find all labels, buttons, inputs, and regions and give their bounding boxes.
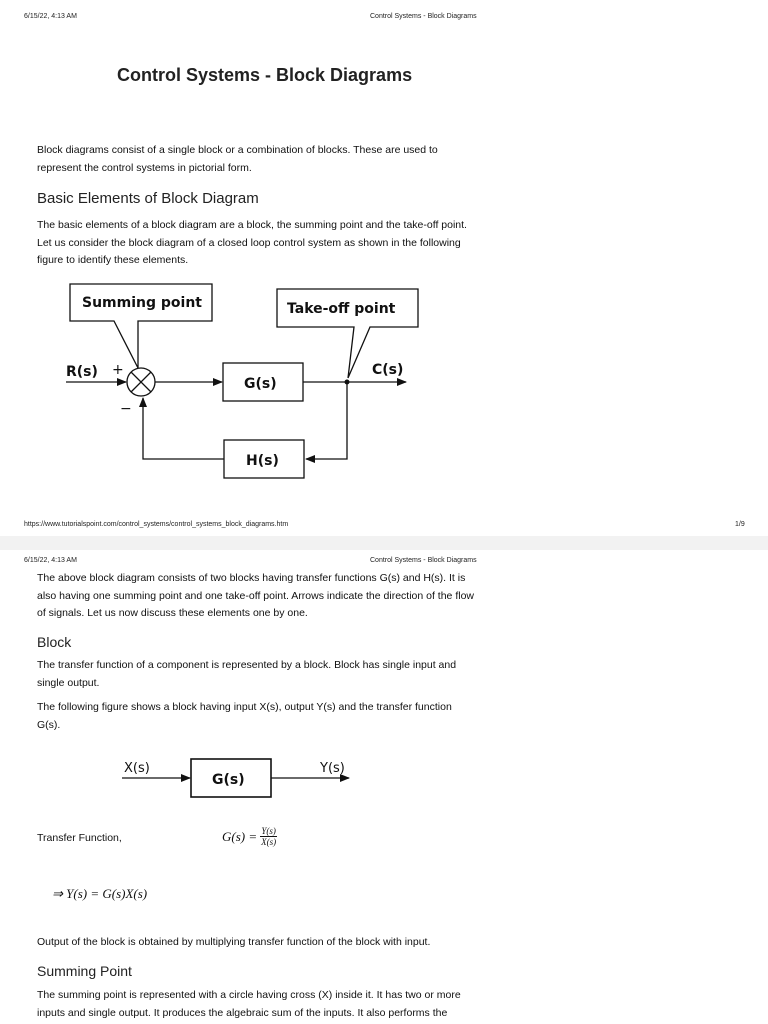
forward-block-label: G(s)	[244, 376, 277, 392]
page-footer-url[interactable]: https://www.tutorialspoint.com/control_systems/control_systems_block_diagrams.htm	[24, 521, 289, 528]
paragraph-line: G(s).	[37, 718, 61, 731]
section-heading-block: Block	[37, 634, 72, 650]
paragraph-line: The following figure shows a block having input X(s), output Y(s) and the transfer function	[37, 701, 452, 713]
minus-sign: −	[120, 401, 132, 417]
feedback-block-label: H(s)	[246, 453, 279, 469]
page-header-title: Control Systems - Block Diagrams	[370, 557, 477, 564]
feedback-arrow-in	[306, 382, 347, 459]
paragraph-line: Let us consider the block diagram of a closed loop control system as shown in the following	[37, 236, 461, 249]
equation-numerator: Y(s)	[261, 826, 276, 836]
paragraph-line: figure to identify these elements.	[37, 254, 189, 266]
block-output-label: Y(s)	[320, 761, 345, 776]
page-footer-number: 1/9	[735, 521, 745, 528]
section-heading-summing-point: Summing Point	[37, 963, 132, 979]
single-block-diagram	[0, 750, 768, 810]
summing-point-paragraph	[37, 987, 461, 1022]
paragraph-line: inputs and single output. It produces the algebraic sum of the inputs. It also performs the	[37, 1006, 448, 1019]
diagram-explanation-paragraph	[37, 570, 474, 623]
paragraph-line: of signals. Let us now discuss these elements one by one.	[37, 607, 308, 619]
intro-paragraph	[37, 142, 438, 177]
page-header-datetime: 6/15/22, 4:13 AM	[24, 557, 77, 564]
paragraph-line: The above block diagram consists of two blocks having transfer functions G(s) and H(s). It is	[37, 572, 466, 584]
plus-sign: +	[112, 362, 124, 378]
paragraph-line: also having one summing point and one take-off point. Arrows indicate the direction of the flow	[37, 589, 474, 602]
intro-line: Block diagrams consist of a single block or a combination of blocks. These are used to	[37, 144, 438, 156]
equation-lhs: G(s) =	[222, 828, 258, 844]
page-title: Control Systems - Block Diagrams	[117, 65, 413, 85]
paragraph-line: The summing point is represented with a circle having cross (X) inside it. It has two or more	[37, 989, 461, 1001]
summing-point-label: Summing point	[82, 295, 202, 311]
page-header-title: Control Systems - Block Diagrams	[370, 13, 477, 20]
takeoff-point-label: Take-off point	[287, 301, 396, 317]
block-paragraph-b	[37, 699, 452, 734]
output-description: Output of the block is obtained by multiplying transfer function of the block with input.	[37, 936, 431, 948]
block-paragraph-a	[37, 657, 456, 692]
basic-elements-paragraph	[37, 217, 467, 270]
summing-point-callout	[70, 284, 212, 368]
transfer-block-label: G(s)	[212, 772, 245, 788]
paragraph-line: single output.	[37, 676, 100, 689]
block-input-label: X(s)	[124, 761, 150, 776]
paragraph-line: The basic elements of a block diagram are a block, the summing point and the take-off point.	[37, 219, 467, 231]
equation-denominator: X(s)	[261, 837, 277, 847]
section-heading-basic-elements: Basic Elements of Block Diagram	[37, 190, 259, 207]
intro-line: represent the control systems in pictorial form.	[37, 161, 252, 174]
transfer-function-label: Transfer Function,	[37, 832, 122, 844]
summing-junction	[127, 368, 155, 396]
closed-loop-block-diagram	[0, 270, 768, 480]
output-signal-label: C(s)	[372, 362, 404, 378]
equation-fraction	[260, 826, 277, 847]
feedback-arrow-out	[143, 398, 224, 459]
output-equation: ⇒ Y(s) = G(s)X(s)	[52, 886, 148, 901]
input-signal-label: R(s)	[66, 364, 98, 380]
paragraph-line: The transfer function of a component is represented by a block. Block has single input and	[37, 659, 457, 671]
page-header-datetime: 6/15/22, 4:13 AM	[24, 13, 77, 20]
transfer-function-equation	[222, 826, 277, 847]
page-break	[0, 536, 768, 550]
